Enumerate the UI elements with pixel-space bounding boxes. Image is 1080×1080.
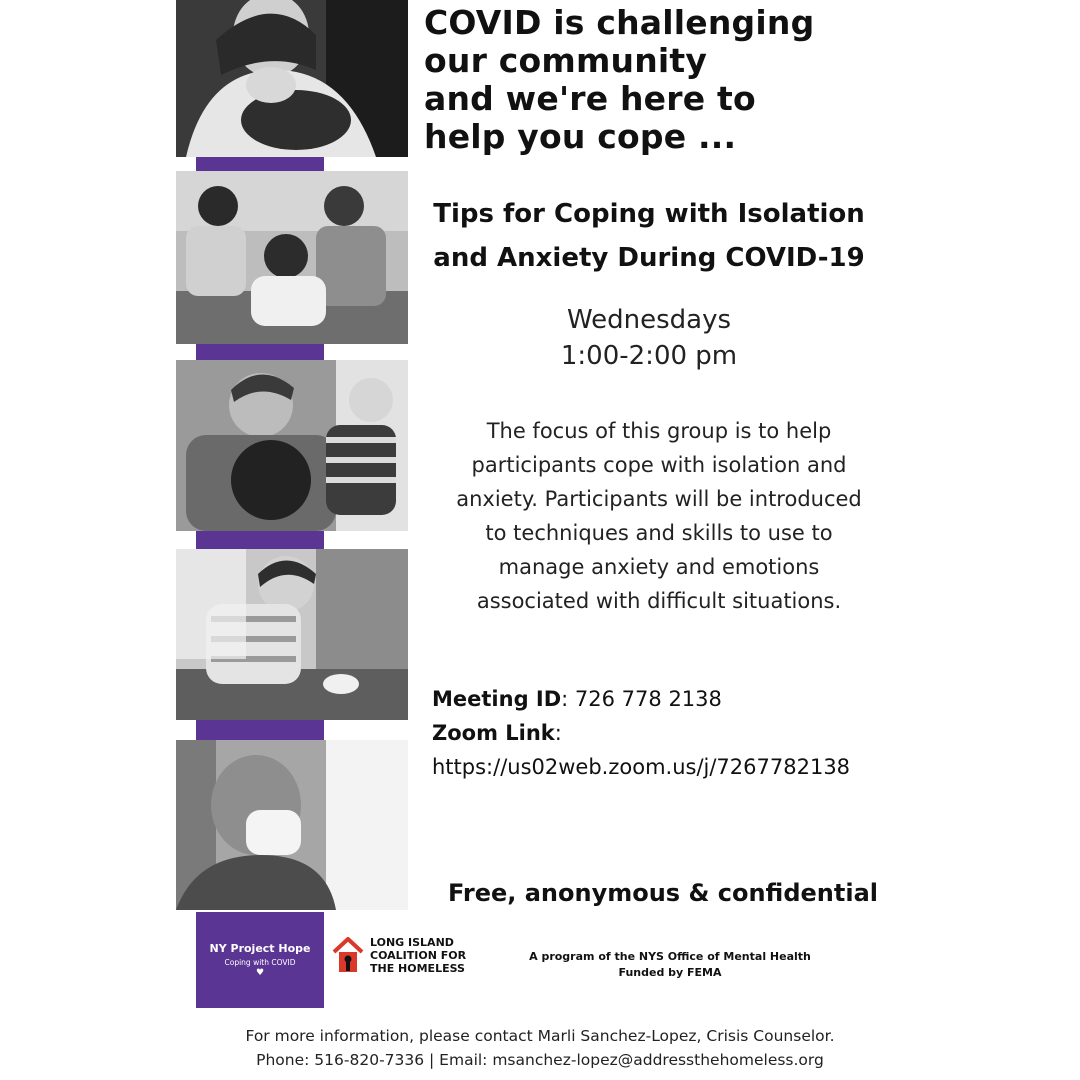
description-line: manage anxiety and emotions [498, 555, 820, 579]
footer-line-1: For more information, please contact Marli Sanchez-Lopez, Crisis Counselor. [245, 1027, 835, 1045]
purple-strip-1 [196, 157, 324, 171]
zoom-link-row [432, 716, 892, 750]
description-line: to techniques and skills to use to [485, 521, 833, 545]
description-line: anxiety. Participants will be introduced [456, 487, 862, 511]
description-line: participants cope with isolation and [471, 453, 847, 477]
photo-woman-sitting [176, 0, 408, 157]
ny-project-hope-logo [196, 912, 324, 1008]
zoom-link-url[interactable]: https://us02web.zoom.us/j/7267782138 [432, 755, 851, 779]
headline-line: help you cope ... [424, 117, 737, 156]
purple-strip-2 [196, 344, 324, 360]
heart-icon: ♥ [255, 968, 265, 978]
headline [424, 4, 884, 156]
program-note [508, 949, 832, 981]
meeting-id-value: : 726 778 2138 [561, 687, 722, 711]
tagline: Free, anonymous & confidential [448, 879, 878, 907]
purple-strip-3 [196, 531, 324, 549]
licfh-name-line: THE HOMELESS [370, 962, 465, 975]
headline-line: and we're here to [424, 79, 756, 118]
meeting-id-label: Meeting ID [432, 687, 562, 711]
headline-line: our community [424, 41, 708, 80]
licfh-name-line: COALITION FOR [370, 949, 467, 962]
photo-man-with-mask [176, 740, 408, 910]
headline-line: COVID is challenging [424, 3, 815, 42]
subheadline [410, 192, 888, 280]
description-line: associated with difficult situations. [476, 589, 842, 613]
zoom-link-colon: : [554, 721, 562, 745]
photo-child-shoes [176, 549, 408, 720]
project-hope-title: NY Project Hope [209, 942, 311, 955]
photo-family [176, 171, 408, 344]
purple-strip-4 [196, 720, 324, 740]
footer-contact [150, 1024, 930, 1072]
schedule-day: Wednesdays [566, 305, 732, 335]
house-logo-icon [332, 936, 364, 974]
schedule [520, 302, 778, 374]
project-hope-subtitle: Coping with COVID [224, 958, 296, 967]
meeting-id-row [432, 682, 892, 716]
description-line: The focus of this group is to help [486, 419, 832, 443]
meeting-info [432, 682, 892, 784]
zoom-link-label: Zoom Link [432, 721, 555, 745]
program-line-2: Funded by FEMA [618, 966, 722, 979]
subheadline-line: Tips for Coping with Isolation [433, 199, 865, 229]
licfh-logo [332, 934, 492, 980]
schedule-time: 1:00-2:00 pm [560, 341, 738, 371]
description [430, 414, 888, 618]
program-line-1: A program of the NYS Office of Mental Health [529, 950, 811, 963]
photo-father-child [176, 360, 408, 531]
licfh-name [370, 936, 466, 975]
subheadline-line: and Anxiety During COVID-19 [433, 243, 865, 273]
licfh-name-line: LONG ISLAND [370, 936, 454, 949]
footer-line-2: Phone: 516-820-7336 | Email: msanchez-lopez@addressthehomeless.org [256, 1051, 824, 1069]
